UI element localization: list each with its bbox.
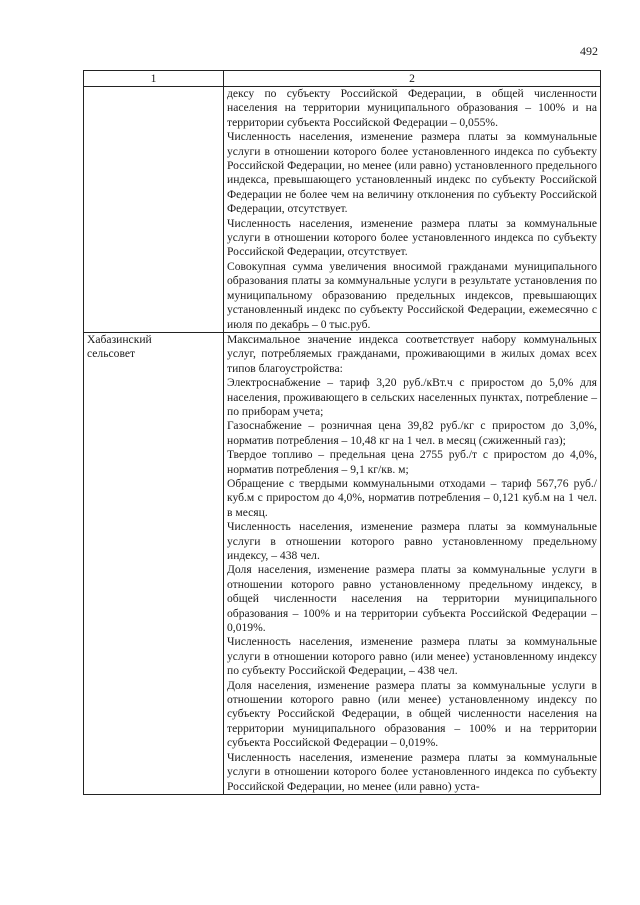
description-cell: [224, 332, 601, 794]
paragraph: Твердое топливо – предельная цена 2755 руб./т с приростом до 4,0%, норматив потребления – 9,1 кг/кв. м;: [227, 448, 597, 476]
paragraph: Совокупная сумма увеличения вносимой гражданами муниципального образования платы за коммунальные услуги в результате установления по муниципальному образованию предельных индексов, превышающих установленный индекс по субъекту Российской Федерации, ежемесячно с июля по декабрь – 0 тыс.руб.: [227, 259, 597, 331]
page-number: 492: [580, 44, 598, 58]
municipality-name-line: Хабазинский: [87, 332, 152, 346]
paragraph: Обращение с твердыми коммунальными отходами – тариф 567,76 руб./куб.м с приростом до 4,0%, норматив потребления – 0,121 куб.м на 1 чел. в месяц.: [227, 476, 597, 519]
paragraph: Доля населения, изменение размера платы за коммунальные услуги в отношении которого равно (или менее) установленному индексу по субъекту Российской Федерации, в общей численности населения на территории муниципального образования – 100% и на территории субъекта Российской Федерации – 0,019%.: [227, 678, 597, 750]
municipality-name-line: сельсовет: [87, 347, 136, 361]
municipality-name-cell: [84, 332, 224, 794]
paragraph: Численность населения, изменение размера платы за коммунальные услуги в отношении которого равно (или менее) установленному индексу по субъекту Российской Федерации, – 438 чел.: [227, 635, 597, 678]
paragraph: Максимальное значение индекса соответствует набору коммунальных услуг, потребляемых гражданами, проживающими в жилых домах всех типов благоустройства:: [227, 332, 597, 375]
column-header-1: 1: [84, 71, 224, 87]
paragraph: дексу по субъекту Российской Федерации, в общей численности населения на территории муниципального образования – 100% и на территории субъекта Российской Федерации – 0,055%.: [227, 87, 597, 129]
description-cell: [224, 87, 601, 333]
table-header-row: [84, 71, 601, 87]
paragraph: Численность населения, изменение размера платы за коммунальные услуги в отношении которого равно установленному предельному индексу, – 438 чел.: [227, 520, 597, 562]
paragraph: Электроснабжение – тариф 3,20 руб./кВт.ч с приростом до 5,0% для населения, проживающего в сельских населенных пунктах, потребление – по приборам учета;: [227, 376, 597, 418]
data-table: [83, 70, 601, 795]
paragraph: Газоснабжение – розничная цена 39,82 руб./кг с приростом до 3,0%, норматив потребления – 10,48 кг на 1 чел. в месяц (сжиженный газ);: [227, 419, 597, 447]
paragraph: Численность населения, изменение размера платы за коммунальные услуги в отношении которого более установленного индекса по субъекту Российской Федерации, но менее (или равно) уста-: [227, 750, 597, 793]
paragraph: Численность населения, изменение размера платы за коммунальные услуги в отношении которого более установленного индекса по субъекту Российской Федерации, но менее (или равно) установленного предельного индекса, превышающего установленный индекс по субъекту Российской Федерации не более чем на величину отклонения по субъекту Российской Федерации, отсутствует.: [227, 130, 597, 216]
paragraph: Доля населения, изменение размера платы за коммунальные услуги в отношении которого равно установленному предельному индексу, в общей численности населения на территории муниципального образования – 100% и на территории субъекта Российской Федерации – 0,019%.: [227, 563, 597, 635]
municipality-name-cell: [84, 87, 224, 333]
table-row: [84, 87, 601, 333]
paragraph: Численность населения, изменение размера платы за коммунальные услуги в отношении которого более установленного индекса по субъекту Российской Федерации, отсутствует.: [227, 216, 597, 259]
table-row: [84, 332, 601, 794]
column-header-2: 2: [224, 71, 601, 87]
